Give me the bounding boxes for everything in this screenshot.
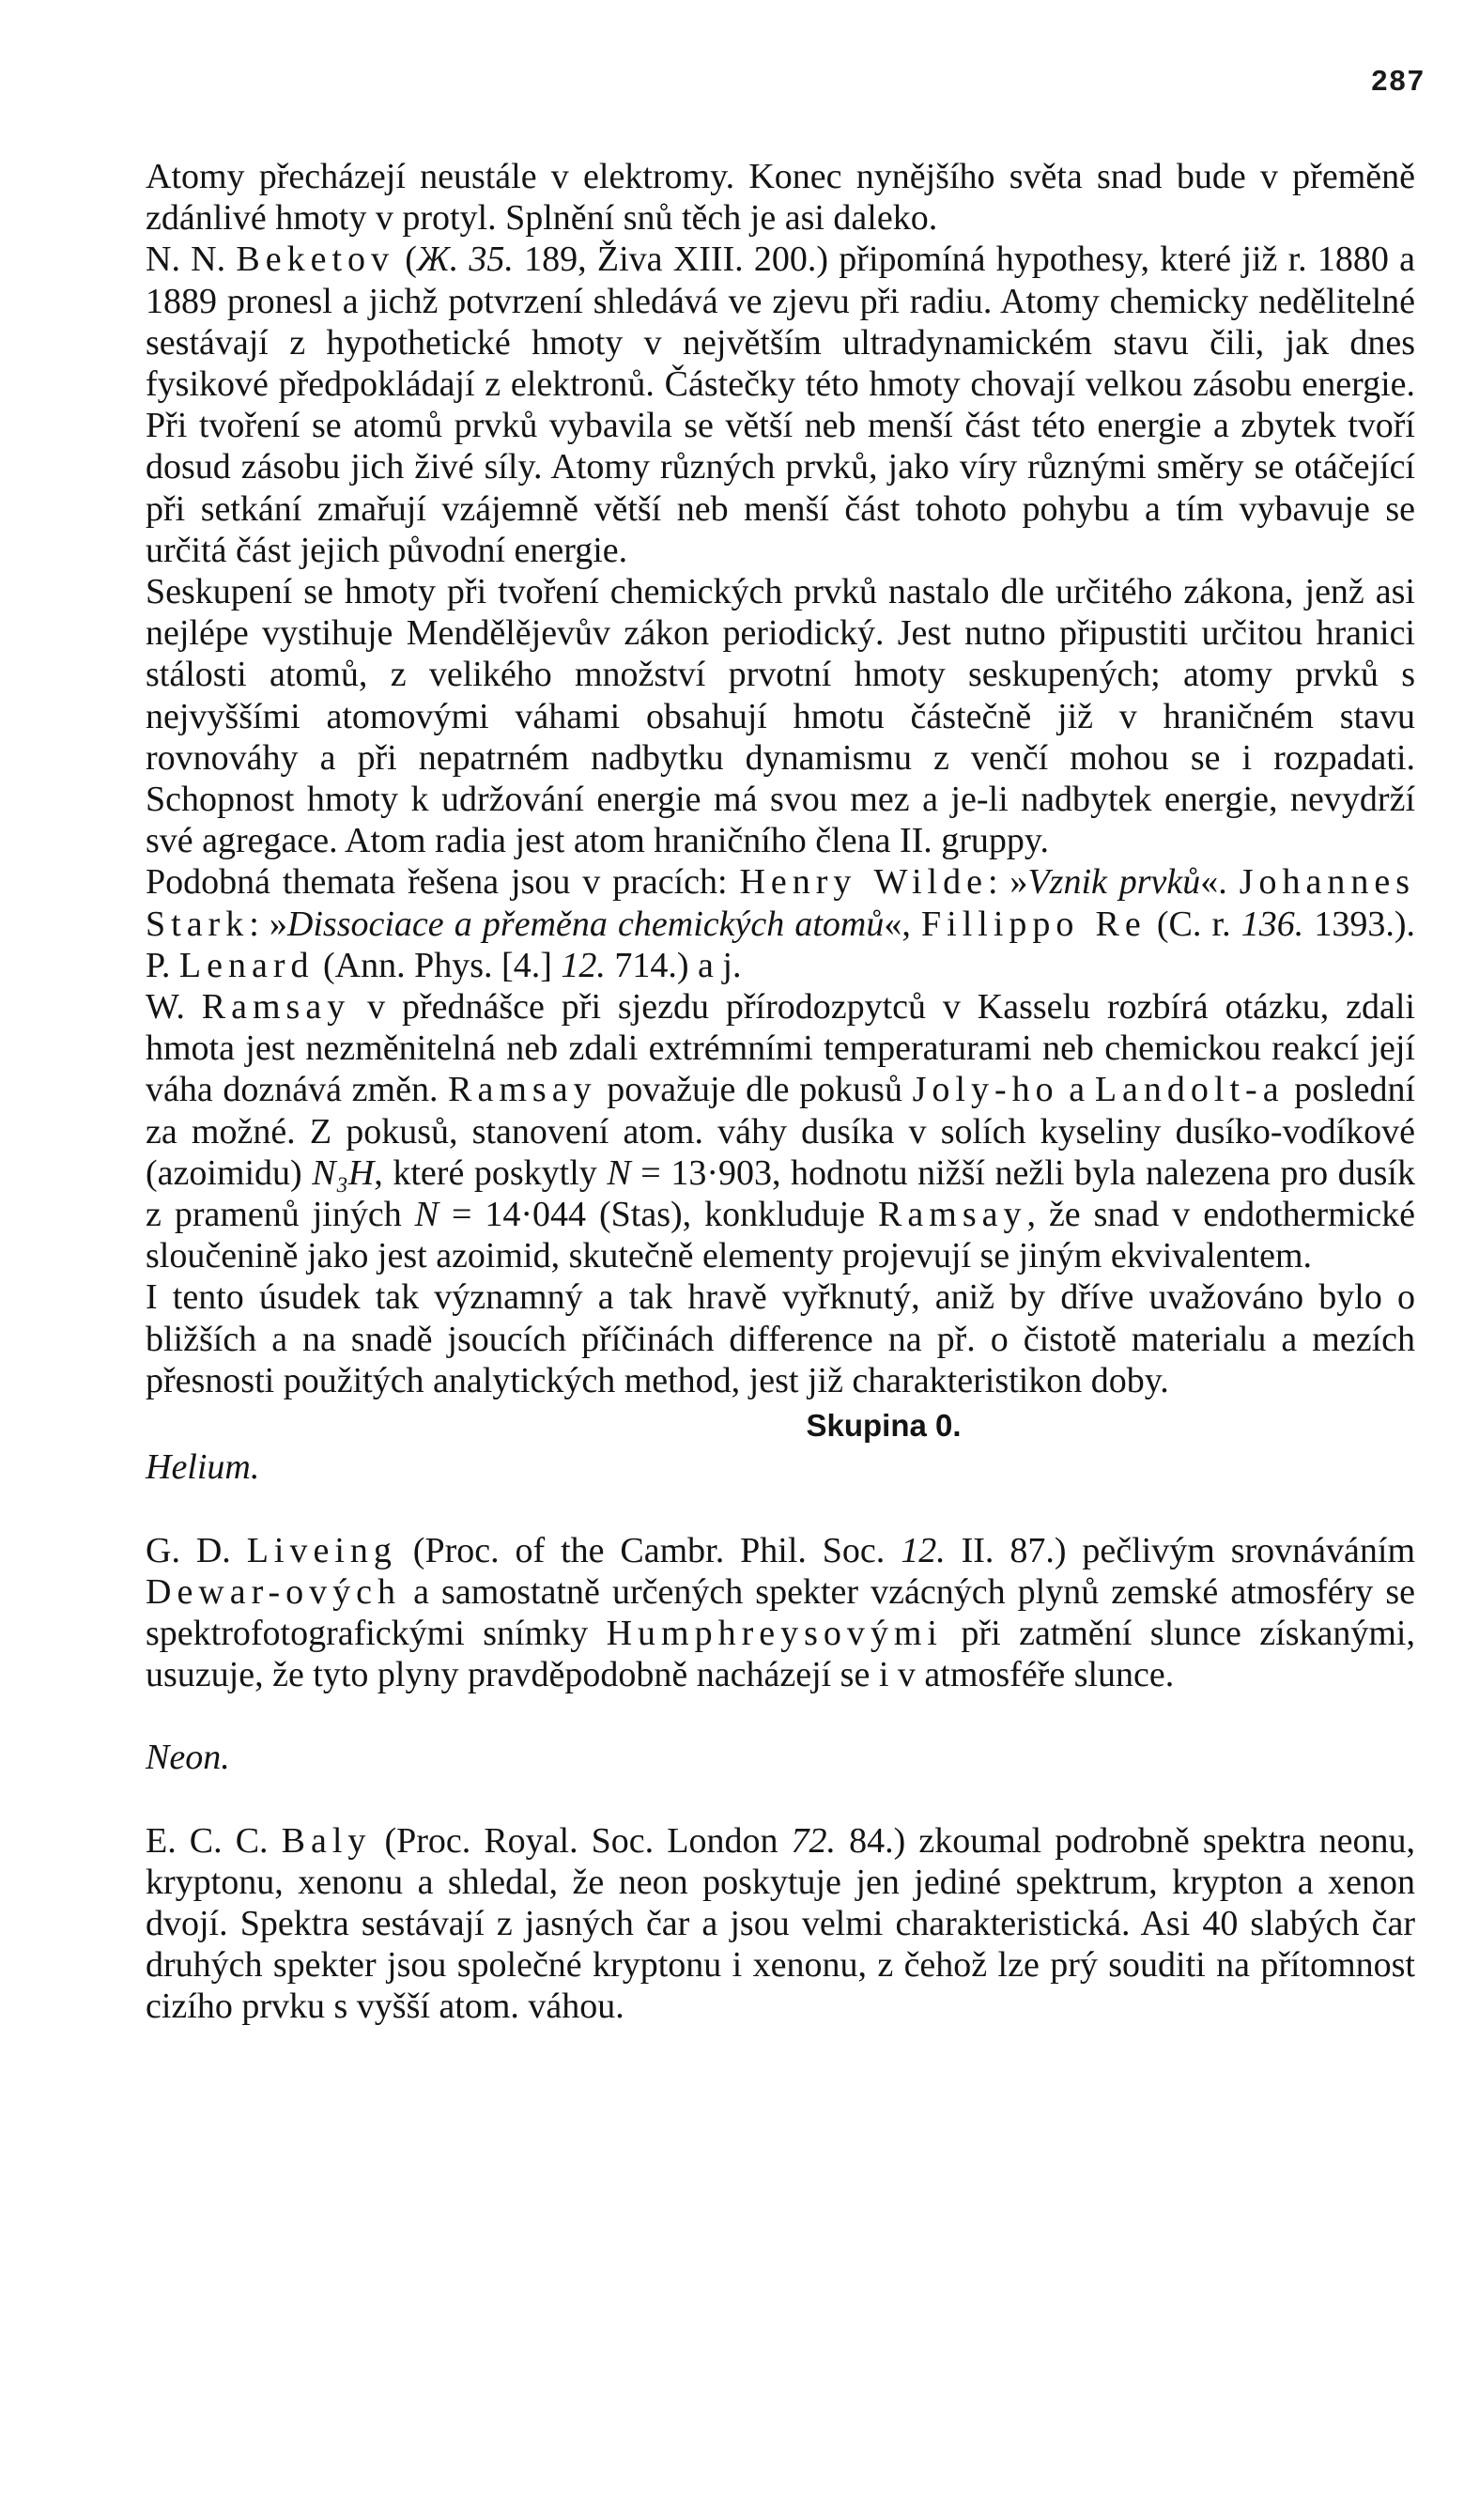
author-name: Henry Wilde — [739, 862, 988, 903]
subsection-heading: Neon. — [146, 1738, 230, 1778]
spacer — [146, 1489, 1415, 1530]
paragraph — [146, 986, 1415, 1276]
text-run: = 14·044 (Stas), konkluduje — [439, 1195, 879, 1235]
text-run: poslední za možné. Z pokusů, stanovení atom. váhy dusíka v solích kyseliny dusíko-vodíkové (azoimidu) — [146, 1070, 1416, 1193]
page-number: 287 — [1371, 64, 1425, 97]
text-run: G. D. — [146, 1530, 247, 1570]
paragraph — [146, 1530, 1415, 1696]
author-name: Beketov — [236, 240, 394, 280]
text-run: 189, Živa XIII. 200.) připomíná hypothesy, které již r. 1880 a 1889 pronesl a jichž potvrzení shledává ve zjevu při radiu. Atomy chemicky nedělitelné sestávají z hypothetické hmoty v největším ultradynamickém stavu čili, jak dnes fysikové předpokládají z elektronů. Částečky této hmoty chovají velkou zásobu energie. Při tvoření se atomů prvků vybavila se větší neb menší část této energie a zbytek tvoří dosud zásobu jich živé síly. Atomy různých prvků, jako víry různými směry se otáčející při setkání zmařují vzájemně větší neb menší část tohoto pohybu a tím vybavuje se určitá část jejich původní energie. — [146, 240, 1415, 570]
text-run: , že snad v endothermické sloučenině jako jest azoimid, skutečně elementy projevují se jiným ekvivalentem. — [146, 1195, 1415, 1276]
spacer — [146, 1779, 1415, 1820]
text-run: ( — [394, 240, 417, 280]
italic-text: N — [607, 1152, 631, 1193]
text-run: a — [1058, 1070, 1095, 1110]
text-run: a samostatně určených spekter vzácných plynů zemské atmosféry se spektrofotografickými snímky — [146, 1571, 1415, 1653]
italic-text: Ж. 35. — [416, 240, 514, 280]
subsection-heading: Helium. — [146, 1447, 260, 1488]
paragraph: I tento úsudek tak významný a tak hravě vyřknutý, aniž by dříve uvažováno bylo o bližších a na snadě jsoucích příčinách difference na př. o čistotě materialu a mezích přesnosti použitých analytických method, jest již charakteristikon doby. — [146, 1277, 1415, 1400]
text-run: (Proc. Royal. Soc. London — [371, 1820, 792, 1861]
text-run: : » — [249, 904, 287, 944]
text-run: (C. r. — [1146, 904, 1241, 944]
author-name: Lenard — [178, 945, 315, 985]
italic-text: 12. — [901, 1530, 946, 1570]
text-run: E. C. C. — [146, 1820, 282, 1861]
text-run: v přednášce při sjezdu přírodozpytců v Kasselu rozbírá otázku, zdali hmota jest nezměnitelná neb zdali extrémními temperaturami neb chemickou reakcí její váha doznává změn. — [146, 987, 1415, 1110]
author-name: Baly — [281, 1820, 372, 1861]
text-run: : » — [987, 862, 1028, 903]
spacer — [146, 1695, 1415, 1737]
author-name: Humphreysovými — [606, 1613, 943, 1653]
text-run: N. N. — [146, 240, 237, 280]
author-name: Ramsay — [878, 1195, 1027, 1235]
author-name: Ramsay — [448, 1070, 597, 1110]
body-text — [146, 156, 1415, 2028]
text-run: 714.) a j. — [605, 945, 742, 985]
author-name: Landolt-a — [1094, 1070, 1285, 1110]
paragraph — [146, 861, 1415, 986]
italic-text: 12. — [561, 945, 606, 985]
author-name: Joly-ho — [912, 1070, 1059, 1110]
author-name: Ramsay — [201, 987, 351, 1028]
italic-text: 136. — [1241, 904, 1304, 944]
italic-text: Vznik prvků — [1027, 862, 1201, 903]
paragraph: Atomy přecházejí neustále v elektromy. Konec nynějšího světa snad bude v přeměně zdánlivé hmoty v protyl. Splnění snů těch je asi daleko. — [146, 157, 1415, 239]
paragraph: Seskupení se hmoty při tvoření chemických prvků nastalo dle určitého zákona, jenž asi nejlépe vystihuje Mendělějevův zákon periodický. Jest nutno připustiti určitou hranici stálosti atomů, z velikého množství prvotní hmoty seskupených; atomy prvků s nejvyššími atomovými váhami obsahují hmotu částečně již v hraničném stavu rovnováhy a při nepatrném nadbytku dynamismu z venčí mohou se i rozpadati. Schopnost hmoty k udržování energie má svou mez a je-li nadbytek energie, nevydrží své agregace. Atom radia jest atom hraničního člena II. gruppy. — [146, 572, 1415, 861]
text-run: Podobná themata řešena jsou v pracích: — [146, 862, 740, 903]
text-run: W. — [146, 987, 202, 1028]
text-run: 1393.). P. — [146, 904, 1416, 985]
text-run: při zatmění slunce získanými, usuzuje, že tyto plyny pravděpodobně nacházejí se i v atmosféře slunce. — [146, 1613, 1415, 1695]
text-run: (Proc. of the Cambr. Phil. Soc. — [396, 1530, 902, 1570]
text-run: 84.) zkoumal podrobně spektra neonu, kryptonu, xenonu a shledal, že neon poskytuje jen jediné spektrum, krypton a xenon dvojí. Spektra sestávají z jasných čar a jsou velmi charakteristická. Asi 40 slabých čar druhých spekter jsou společné kryptonu i xenonu, z čehož lze prý souditi na přítomnost cizího prvku s vyšší atom. váhou. — [146, 1820, 1415, 2027]
italic-text: N₃H — [312, 1152, 375, 1193]
italic-text: N — [414, 1195, 439, 1235]
author-name: Fillippo Re — [921, 904, 1147, 944]
italic-text: Dissociace a přeměna chemických atomů — [286, 904, 885, 944]
paragraph — [146, 1820, 1415, 2028]
paragraph — [146, 239, 1415, 571]
author-name: Johannes Stark — [146, 862, 1416, 944]
text-run: , které poskytly — [374, 1152, 608, 1193]
text-run: «. — [1200, 862, 1240, 903]
author-name: Dewar-ových — [146, 1571, 402, 1612]
text-run: II. 87.) pečlivým srovnáváním — [945, 1530, 1415, 1570]
italic-text: 72. — [791, 1820, 837, 1861]
text-run: = 13·903, hodnotu nižší nežli byla nalezena pro dusík z pramenů jiných — [146, 1152, 1415, 1235]
text-run: (Ann. Phys. [4.] — [314, 945, 562, 985]
text-run: považuje dle pokusů — [596, 1070, 913, 1110]
section-heading: Skupina 0. — [806, 1408, 962, 1444]
author-name: Liveing — [246, 1530, 397, 1570]
text-run: «, — [884, 904, 922, 944]
